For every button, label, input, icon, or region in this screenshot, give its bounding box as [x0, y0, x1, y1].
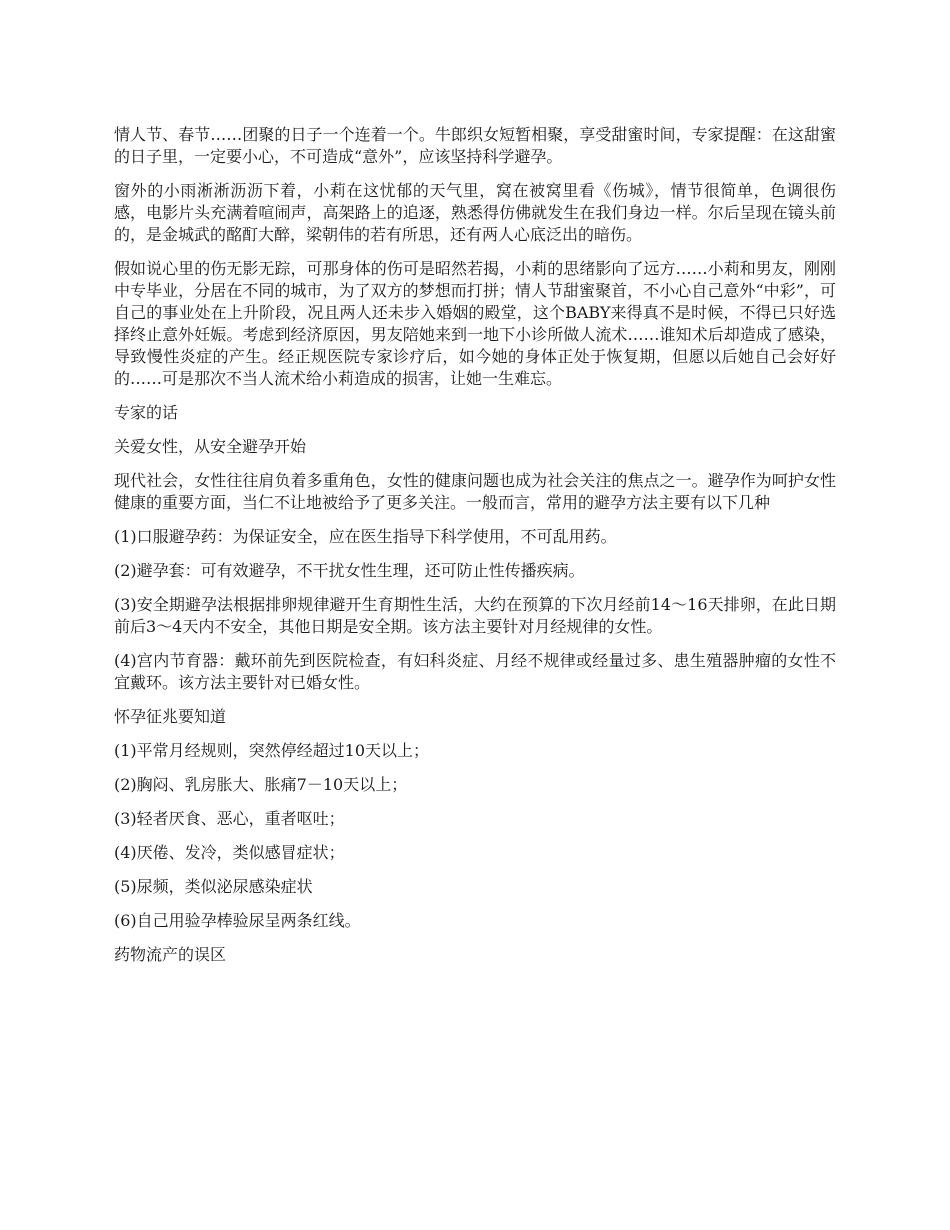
pregnancy-sign-2: (2)胸闷、乳房胀大、胀痛7－10天以上；: [114, 775, 408, 794]
pregnancy-sign-6: (6)自己用验孕棒验尿呈两条红线。: [114, 911, 361, 930]
story-paragraph-1: 窗外的小雨淅淅沥沥下着，小莉在这忧郁的天气里，窝在被窝里看《伤城》，情节很简单，色调很伤感，电影片头充满着喧闹声，高架路上的追逐，熟悉得仿佛就发生在我们身边一样。尔后呈现在镜头前的，是金城武的酩酊大醉，梁朝伟的若有所思，还有两人心底泛出的暗伤。: [114, 181, 836, 244]
document-body: [114, 124, 836, 978]
contraception-item-2: (2)避孕套：可有效避孕，不干扰女性生理，还可防止性传播疾病。: [114, 561, 585, 580]
contraception-item-3: (3)安全期避孕法根据排卵规律避开生育期性生活，大约在预算的下次月经前14～16天排卵，在此日期前后3～4天内不安全，其他日期是安全期。该方法主要针对月经规律的女性。: [114, 595, 836, 636]
contraception-item-1: (1)口服避孕药：为保证安全，应在医生指导下科学使用，不可乱用药。: [114, 527, 617, 546]
pregnancy-sign-1: (1)平常月经规则，突然停经超过10天以上；: [114, 741, 430, 760]
section-subheading-care: 关爱女性，从安全避孕开始: [114, 437, 307, 456]
story-paragraph-2: 假如说心里的伤无影无踪，可那身体的伤可是昭然若揭，小莉的思绪影向了远方……小莉和男友，刚刚中专毕业，分居在不同的城市，为了双方的梦想而打拼；情人节甜蜜聚首，不小心自己意外“中彩”，可自己的事业处在上升阶段，况且两人还未步入婚姻的殿堂，这个BABY来得真不是时候，不得已只好选择终止意外妊娠。考虑到经济原因，男友陪她来到一地下小诊所做人流术……谁知术后却造成了感染，导致慢性炎症的产生。经正规医院专家诊疗后，如今她的身体正处于恢复期，但愿以后她自己会好好的……可是那次不当人流术给小莉造成的损害，让她一生难忘。: [114, 259, 836, 388]
pregnancy-sign-3: (3)轻者厌食、恶心，重者呕吐；: [114, 809, 345, 828]
section-heading-pregnancy-signs: 怀孕征兆要知道: [114, 707, 227, 726]
contraception-intro-paragraph: 现代社会，女性往往肩负着多重角色，女性的健康问题也成为社会关注的焦点之一。避孕作为呵护女性健康的重要方面，当仁不让地被给予了更多关注。一般而言，常用的避孕方法主要有以下几种: [114, 471, 836, 512]
pregnancy-sign-5: (5)尿频，类似泌尿感染症状: [114, 877, 313, 896]
intro-paragraph: 情人节、春节……团聚的日子一个连着一个。牛郎织女短暂相聚，享受甜蜜时间，专家提醒：在这甜蜜的日子里，一定要小心，不可造成“意外”，应该坚持科学避孕。: [114, 125, 836, 166]
section-heading-medical-abortion: 药物流产的误区: [114, 945, 227, 964]
section-heading-expert: 专家的话: [114, 403, 179, 422]
pregnancy-sign-4: (4)厌倦、发冷，类似感冒症状；: [114, 843, 345, 862]
contraception-item-4: (4)宫内节育器：戴环前先到医院检查，有妇科炎症、月经不规律或经量过多、患生殖器肿瘤的女性不宜戴环。该方法主要针对已婚女性。: [114, 651, 836, 692]
